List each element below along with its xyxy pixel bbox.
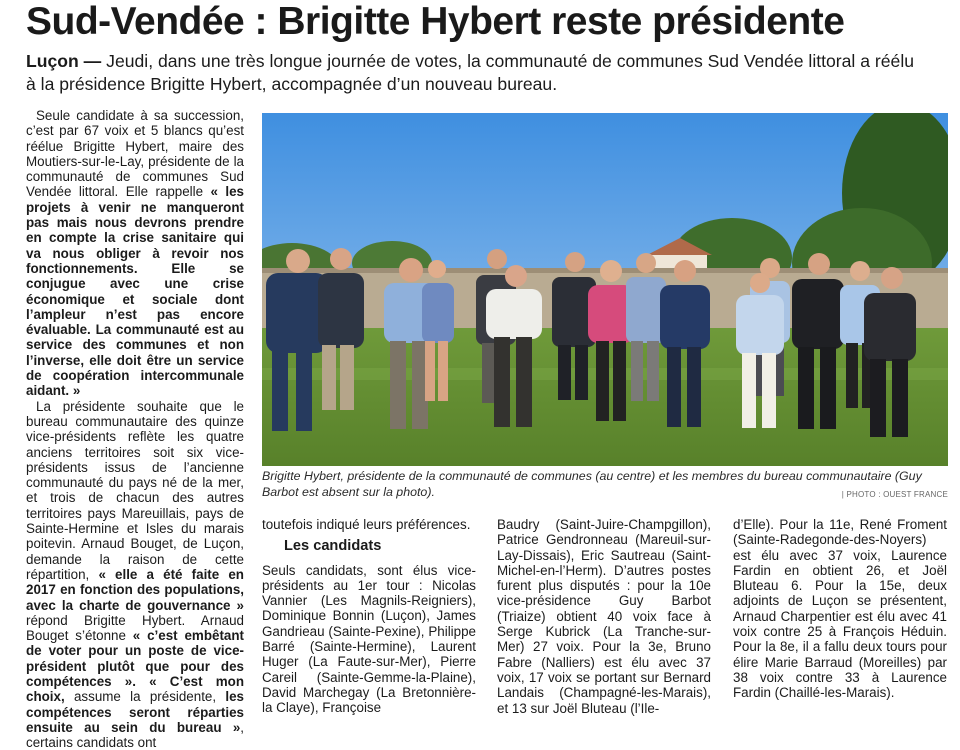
body-text: Seule candidate à sa succession, c’est par 67 voix et 5 blancs qu’est réélue Brigitte Hybert, maire des Moutiers-sur-le-Lay, présidente de la communauté de communes Sud Vendée littoral. Elle rappelle bbox=[26, 108, 244, 200]
quote-text: « les projets à venir ne manqueront pas mais nous devrons prendre en compte la crise sanitaire qui va nous obliger à revoir nos fonctionnements. Elle se conjugue avec une crise économique et sociale dont l’ampleur n’est pas encore évaluable. La communauté est au service des communes et non l’inverse, elle doit être un service de coopération intercommunale aidant. » bbox=[26, 184, 244, 399]
group-photo bbox=[262, 113, 948, 466]
paragraph bbox=[26, 108, 244, 399]
body-text: répond Brigitte Hybert. Arnaud Bouget s’étonne bbox=[26, 612, 244, 644]
photo-credit: | PHOTO : OUEST FRANCE bbox=[841, 490, 948, 499]
section-subhead: Les candidats bbox=[284, 538, 382, 555]
paragraph: Seuls candidats, sont élus vice-présidents au 1er tour : Nicolas Vannier (Les Magnils-Reigniers), Dominique Bonnin (Luçon), James Gandrieau (Sainte-Pexine), Philippe Barré (Sainte-Hermine), Laurent Huger (La Faute-sur-Mer), Pierre Careil (Sainte-Gemme-la-Plaine), David Marchegay (La Bretonnière-la Claye), Françoise bbox=[262, 562, 476, 716]
paragraph: toutefois indiqué leurs préférences. bbox=[262, 517, 471, 532]
body-text: La présidente souhaite que le bureau communautaire des quinze vice-présidents reflète les quatre anciens territoires soit six vice-présidents issus de l’ancienne communauté du pays né de la mer, et trois de chacun des autres territoires pays Mareuillais, pays de Sainte-Hermine et Isles du marais poitevin. Arnaud Bouget, de Luçon, demande la raison de cette répartition, bbox=[26, 398, 244, 582]
headline: Sud-Vendée : Brigitte Hybert reste présidente bbox=[26, 0, 845, 43]
lede bbox=[26, 50, 926, 96]
quote-text: « c’est embêtant de voter pour un poste de vice-président plutôt que pour des compétences ». « C’est mon choix, bbox=[26, 628, 245, 705]
body-text: assume la présidente, bbox=[64, 689, 226, 705]
quote-text: les compétences seront réparties ensuite au sein du bureau » bbox=[26, 689, 244, 735]
paragraph bbox=[26, 399, 244, 750]
lede-text: Jeudi, dans une très longue journée de votes, la communauté de communes Sud Vendée littoral a réélu à la présidence Brigitte Hybert, accompagnée d’un nouveau bureau. bbox=[26, 51, 915, 94]
paragraph: Baudry (Saint-Juire-Champgillon), Patrice Gendronneau (Mareuil-sur-Lay-Dissais), Eric Sautreau (Saint-Michel-en-l’Herm). D’autres postes furent plus disputés : pour la 10e vice-présidence Guy Barbot (Triaize) obtient 40 voix face à Serge Kubrick (La Tranche-sur-Mer) 27 voix. Pour la 3e, Bruno Fabre (Nalliers) est élu avec 37 voix, 17 voix se portant sur Bernard Landais (Champagné-les-Marais), et 13 sur Joël Bluteau (l’Ile- bbox=[497, 517, 711, 716]
article-column-4 bbox=[733, 517, 947, 701]
photo-caption: Brigitte Hybert, présidente de la communauté de communes (au centre) et les membres du bureau communautaire (Guy Barbot est absent sur la photo). bbox=[262, 469, 922, 499]
group-photo-image bbox=[262, 113, 948, 466]
body-text: , certains candidats ont bbox=[26, 719, 244, 750]
article-column-2 bbox=[262, 517, 476, 716]
paragraph: d’Elle). Pour la 11e, René Froment (Sainte-Radegonde-des-Noyers) est élu avec 37 voix, Laurence Fardin en obtient 26, et Joël Bluteau 6. Pour la 15e, deux adjoints de Luçon se présentent, Arnaud Charpentier est élu avec 41 voix contre 25 à François Héduin. Pour la 8e, il a fallu deux tours pour élire Marie Barraud (Moreilles) par 38 voix contre 33 à Laurence Fardin (Chaillé-les-Marais). bbox=[733, 517, 947, 701]
lede-place: Luçon — bbox=[26, 51, 102, 71]
quote-text: « elle a été faite en 2017 en fonction des populations, avec la charte de gouvernance » bbox=[26, 566, 244, 613]
article-column-1 bbox=[26, 108, 244, 750]
article-column-3 bbox=[497, 517, 711, 716]
